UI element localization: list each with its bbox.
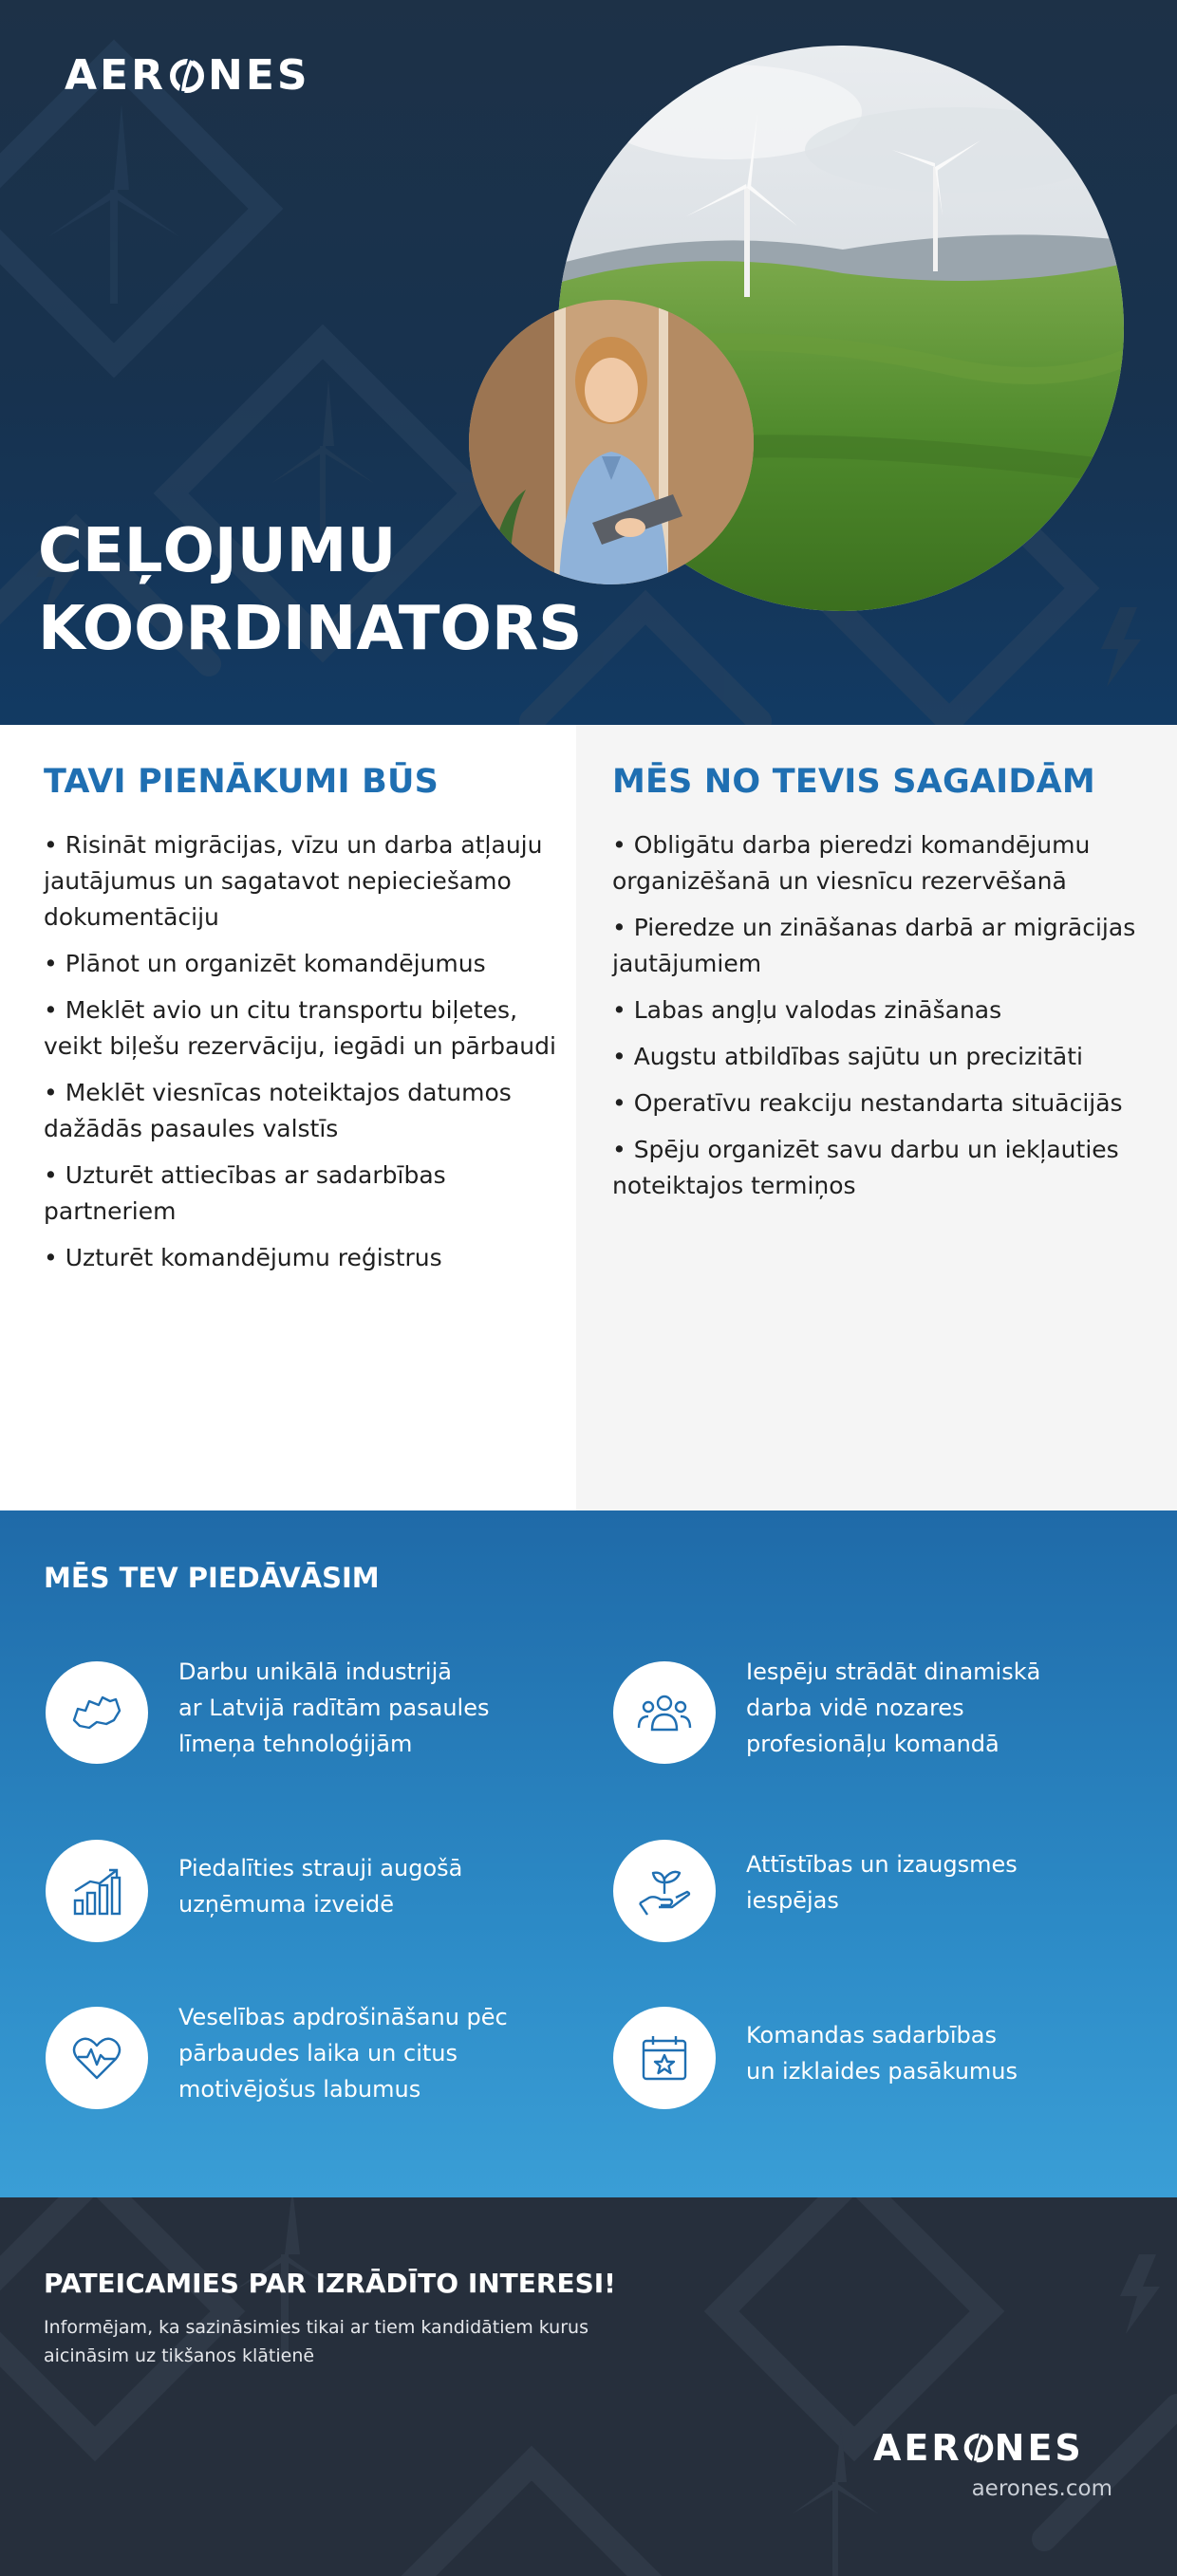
calendar-star-icon: [613, 2007, 716, 2109]
aerones-logo-footer: [873, 2427, 1084, 2469]
list-item: • Spēju organizēt savu darbu un iekļauties noteiktajos termiņos: [612, 1136, 1119, 1199]
list-item: • Labas angļu valodas zināšanas: [612, 996, 1002, 1024]
list-item: • Meklēt avio un citu transportu biļetes, veikt biļešu rezervāciju, iegādi un pārbaudi: [44, 996, 556, 1060]
duties-list: [44, 827, 556, 1287]
plant-hand-icon: [613, 1840, 716, 1942]
growth-chart-icon: [46, 1840, 148, 1942]
list-item: • Operatīvu reakciju nestandarta situācijās: [612, 1089, 1123, 1117]
offer-text: Veselības apdrošināšanu pēc pārbaudes laika un citus motivējošus labumus: [178, 2004, 508, 2103]
footer-section: [0, 2197, 1177, 2576]
logo-text-right: NES: [208, 51, 310, 100]
page-title: [38, 512, 645, 668]
heart-pulse-icon: [46, 2007, 148, 2109]
requirements-section: [576, 725, 1177, 1510]
offer-text: Attīstības un izaugsmes iespējas: [746, 1851, 1018, 1914]
logo-text-right: NES: [994, 2427, 1084, 2469]
title-line-2: KOORDINATORS: [38, 594, 583, 664]
offer-title: MĒS TEV PIEDĀVĀSIM: [44, 1562, 380, 1594]
offer-text: Darbu unikālā industrijā ar Latvijā radītām pasaules līmeņa tehnoloģijām: [178, 1659, 490, 1757]
team-icon: [613, 1661, 716, 1764]
title-line-1: CEĻOJUMU: [38, 516, 397, 586]
requirements-list: [612, 827, 1153, 1214]
logo-text-left: AER: [873, 2427, 962, 2469]
requirements-title: MĒS NO TEVIS SAGAIDĀM: [612, 763, 1095, 801]
duties-title: TAVI PIENĀKUMI BŪS: [44, 763, 439, 801]
offer-text: Piedalīties strauji augošā uzņēmuma izveidē: [178, 1855, 463, 1918]
list-item: • Uzturēt komandējumu reģistrus: [44, 1244, 442, 1271]
offer-text: Komandas sadarbības un izklaides pasākumus: [746, 2022, 1018, 2085]
list-item: • Pieredze un zināšanas darbā ar migrācijas jautājumiem: [612, 914, 1136, 977]
list-item: • Risināt migrācijas, vīzu un darba atļauju jautājumus un sagatavot nepieciešamo dokumentāciju: [44, 831, 543, 931]
latvia-map-icon: [46, 1661, 148, 1764]
duties-section: [0, 725, 576, 1510]
background-pattern: [0, 2197, 1177, 2576]
list-item: • Meklēt viesnīcas noteiktajos datumos dažādās pasaules valstīs: [44, 1079, 512, 1142]
logo-blade-icon: [168, 57, 206, 95]
list-item: • Augstu atbildības sajūtu un precizitāti: [612, 1043, 1083, 1070]
offer-text: Iespēju strādāt dinamiskā darba vidē nozares profesionāļu komandā: [746, 1659, 1041, 1757]
website-link[interactable]: aerones.com: [971, 2476, 1112, 2501]
thanks-heading: PATEICAMIES PAR IZRĀDĪTO INTERESI!: [44, 2268, 616, 2299]
list-item: • Plānot un organizēt komandējumus: [44, 950, 486, 977]
offer-section: [0, 1510, 1177, 2197]
list-item: • Obligātu darba pieredzi komandējumu organizēšanā un viesnīcu rezervēšanā: [612, 831, 1091, 895]
aerones-logo: [65, 53, 310, 99]
hero-section: [0, 0, 1177, 725]
list-item: • Uzturēt attiecības ar sadarbības partneriem: [44, 1161, 446, 1225]
inform-text: Informējam, ka sazināsimies tikai ar tiem kandidātiem kurus aicināsim uz tikšanos klātienē: [44, 2317, 588, 2366]
logo-text-left: AER: [65, 51, 166, 100]
logo-blade-icon: [962, 2432, 995, 2464]
